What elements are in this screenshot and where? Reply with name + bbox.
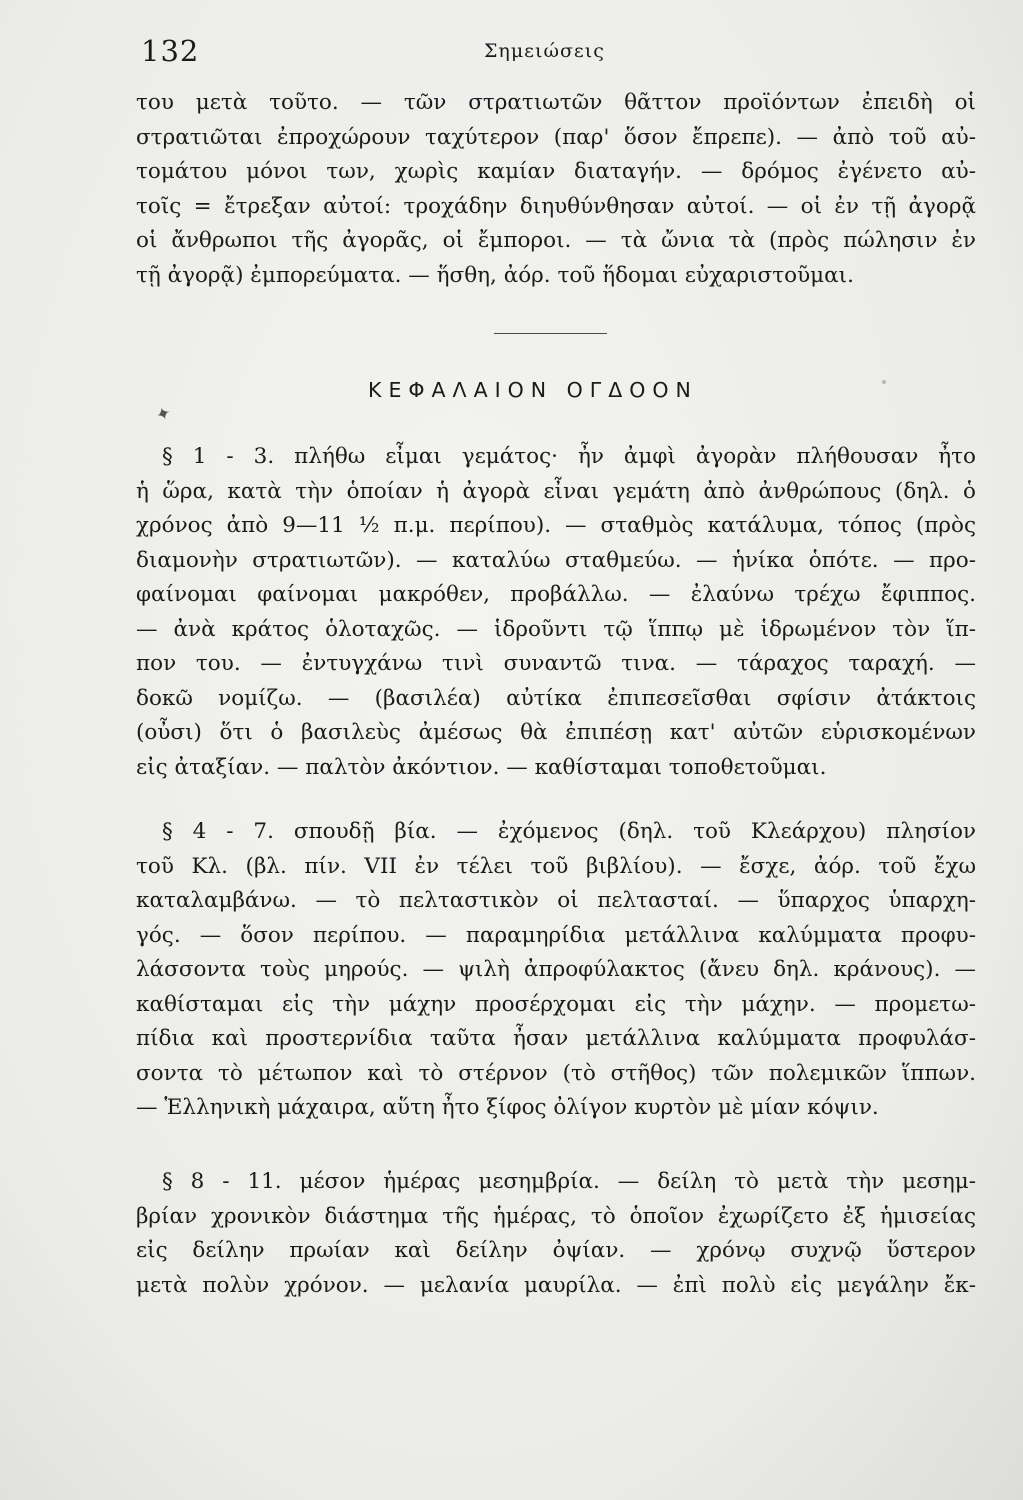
text-line: βρίαν χρονικὸν διάστημα τῆς ἡμέρας, τὸ ὁποῖον ἐχωρίζετο ἐξ ἡμισείας xyxy=(136,1203,976,1229)
text-line: ἡ ὥρα, κατὰ τὴν ὁποίαν ἡ ἀγορὰ εἶναι γεμάτη ἀπὸ ἀνθρώπους (δηλ. ὁ xyxy=(136,478,976,504)
text-line: § 1 - 3. πλήθω εἶμαι γεμάτος· ἦν ἀμφὶ ἀγορὰν πλήθουσαν ἦτο xyxy=(162,444,976,469)
text-line: χρόνος ἀπὸ 9—11 ½ π.μ. περίπου). — σταθμὸς κατάλυμα, τόπος (πρὸς xyxy=(136,513,976,538)
page-header xyxy=(0,34,1023,74)
text-line: καθίσταμαι εἰς τὴν μάχην προσέρχομαι εἰς τὴν μάχην. — προμετω- xyxy=(136,991,976,1017)
running-head: Σημειώσεις xyxy=(484,40,605,62)
intro-paragraph xyxy=(136,86,976,293)
text-line: δοκῶ νομίζω. — (βασιλέα) αὐτίκα ἐπιπεσεῖσθαι σφίσιν ἀτάκτοις xyxy=(136,685,976,711)
page-number: 132 xyxy=(141,34,200,68)
text-line: διαμονὴν στρατιωτῶν). — καταλύω σταθμεύω. — ἡνίκα ὁπότε. — προ- xyxy=(136,547,976,573)
text-line: λάσσοντα τοὺς μηρούς. — ψιλὴ ἀπροφύλακτος (ἄνευ δηλ. κράνους). — xyxy=(136,957,976,982)
section-4-7 xyxy=(136,815,976,1126)
chapter-title: ΚΕΦΑΛΑΙΟΝ ΟΓΔΟΟΝ xyxy=(368,378,698,402)
text-line: τομάτου μόνοι των, χωρὶς καμίαν διαταγήν. — δρόμος ἐγένετο αὐ- xyxy=(136,159,976,184)
text-line: (οὖσι) ὅτι ὁ βασιλεὺς ἀμέσως θὰ ἐπιπέσῃ κατ' αὐτῶν εὑρισκομένων xyxy=(136,720,976,745)
text-line: § 8 - 11. μέσον ἡμέρας μεσημβρία. — δείλη τὸ μετὰ τὴν μεσημ- xyxy=(162,1169,976,1194)
text-line: οἱ ἄνθρωποι τῆς ἀγορᾶς, οἱ ἔμποροι. — τὰ ὤνια τὰ (πρὸς πώλησιν ἐν xyxy=(136,228,976,253)
text-line: εἰς δείλην πρωίαν καὶ δείλην ὀψίαν. — χρόνῳ συχνῷ ὕστερον xyxy=(136,1238,976,1263)
section-8-11 xyxy=(136,1165,976,1303)
text-line: φαίνομαι φαίνομαι μακρόθεν, προβάλλω. — ἐλαύνω τρέχω ἔφιππος. xyxy=(136,582,976,607)
text-line: τῇ ἀγορᾷ) ἐμπορεύματα. — ἥσθη, ἀόρ. τοῦ ἥδομαι εὐχαριστοῦμαι. xyxy=(136,262,854,288)
text-line: σοντα τὸ μέτωπον καὶ τὸ στέρνον (τὸ στῆθος) τῶν πολεμικῶν ἵππων. xyxy=(136,1060,976,1086)
text-line: εἰς ἀταξίαν. — παλτὸν ἀκόντιον. — καθίσταμαι τοποθετοῦμαι. xyxy=(136,754,827,780)
text-line: του μετὰ τοῦτο. — τῶν στρατιωτῶν θᾶττον προϊόντων ἐπειδὴ οἱ xyxy=(136,90,976,115)
text-line: § 4 - 7. σπουδῇ βία. — ἐχόμενος (δηλ. τοῦ Κλεάρχου) πλησίον xyxy=(162,819,976,844)
text-line: γός. — ὅσον περίπου. — παραμηρίδια μετάλλινα καλύμματα προφυ- xyxy=(136,922,976,948)
text-line: πίδια καὶ προστερνίδια ταῦτα ἦσαν μετάλλινα καλύμματα προφυλάσ- xyxy=(136,1026,976,1051)
text-line: μετὰ πολὺν χρόνον. — μελανία μαυρίλα. — ἐπὶ πολὺ εἰς μεγάλην ἔκ- xyxy=(136,1272,976,1298)
ink-mark-icon: ✦ xyxy=(152,402,175,427)
text-line: τοῦ Κλ. (βλ. πίν. VII ἐν τέλει τοῦ βιβλίου). — ἔσχε, ἀόρ. τοῦ ἔχω xyxy=(136,853,976,879)
section-1-3 xyxy=(136,440,976,785)
text-line: πον του. — ἐντυγχάνω τινὶ συναντῶ τινα. — τάραχος ταραχή. — xyxy=(136,651,976,676)
section-divider xyxy=(494,333,607,334)
text-line: στρατιῶται ἐπροχώρουν ταχύτερον (παρ' ὅσον ἔπρεπε). — ἀπὸ τοῦ αὐ- xyxy=(136,124,976,150)
text-line: τοῖς = ἔτρεξαν αὐτοί: τροχάδην διηυθύνθησαν αὐτοί. — οἱ ἐν τῇ ἀγορᾷ xyxy=(136,193,976,219)
text-line: — ἀνὰ κράτος ὁλοταχῶς. — ἱδροῦντι τῷ ἵππῳ μὲ ἱδρωμένον τὸν ἵπ- xyxy=(136,616,976,642)
text-line: — Ἑλληνικὴ μάχαιρα, αὕτη ἦτο ξίφος ὀλίγον κυρτὸν μὲ μίαν κόψιν. xyxy=(136,1095,879,1120)
scan-speck-icon xyxy=(882,380,886,384)
text-line: καταλαμβάνω. — τὸ πελταστικὸν οἱ πελτασταί. — ὕπαρχος ὑπαρχη- xyxy=(136,888,976,913)
